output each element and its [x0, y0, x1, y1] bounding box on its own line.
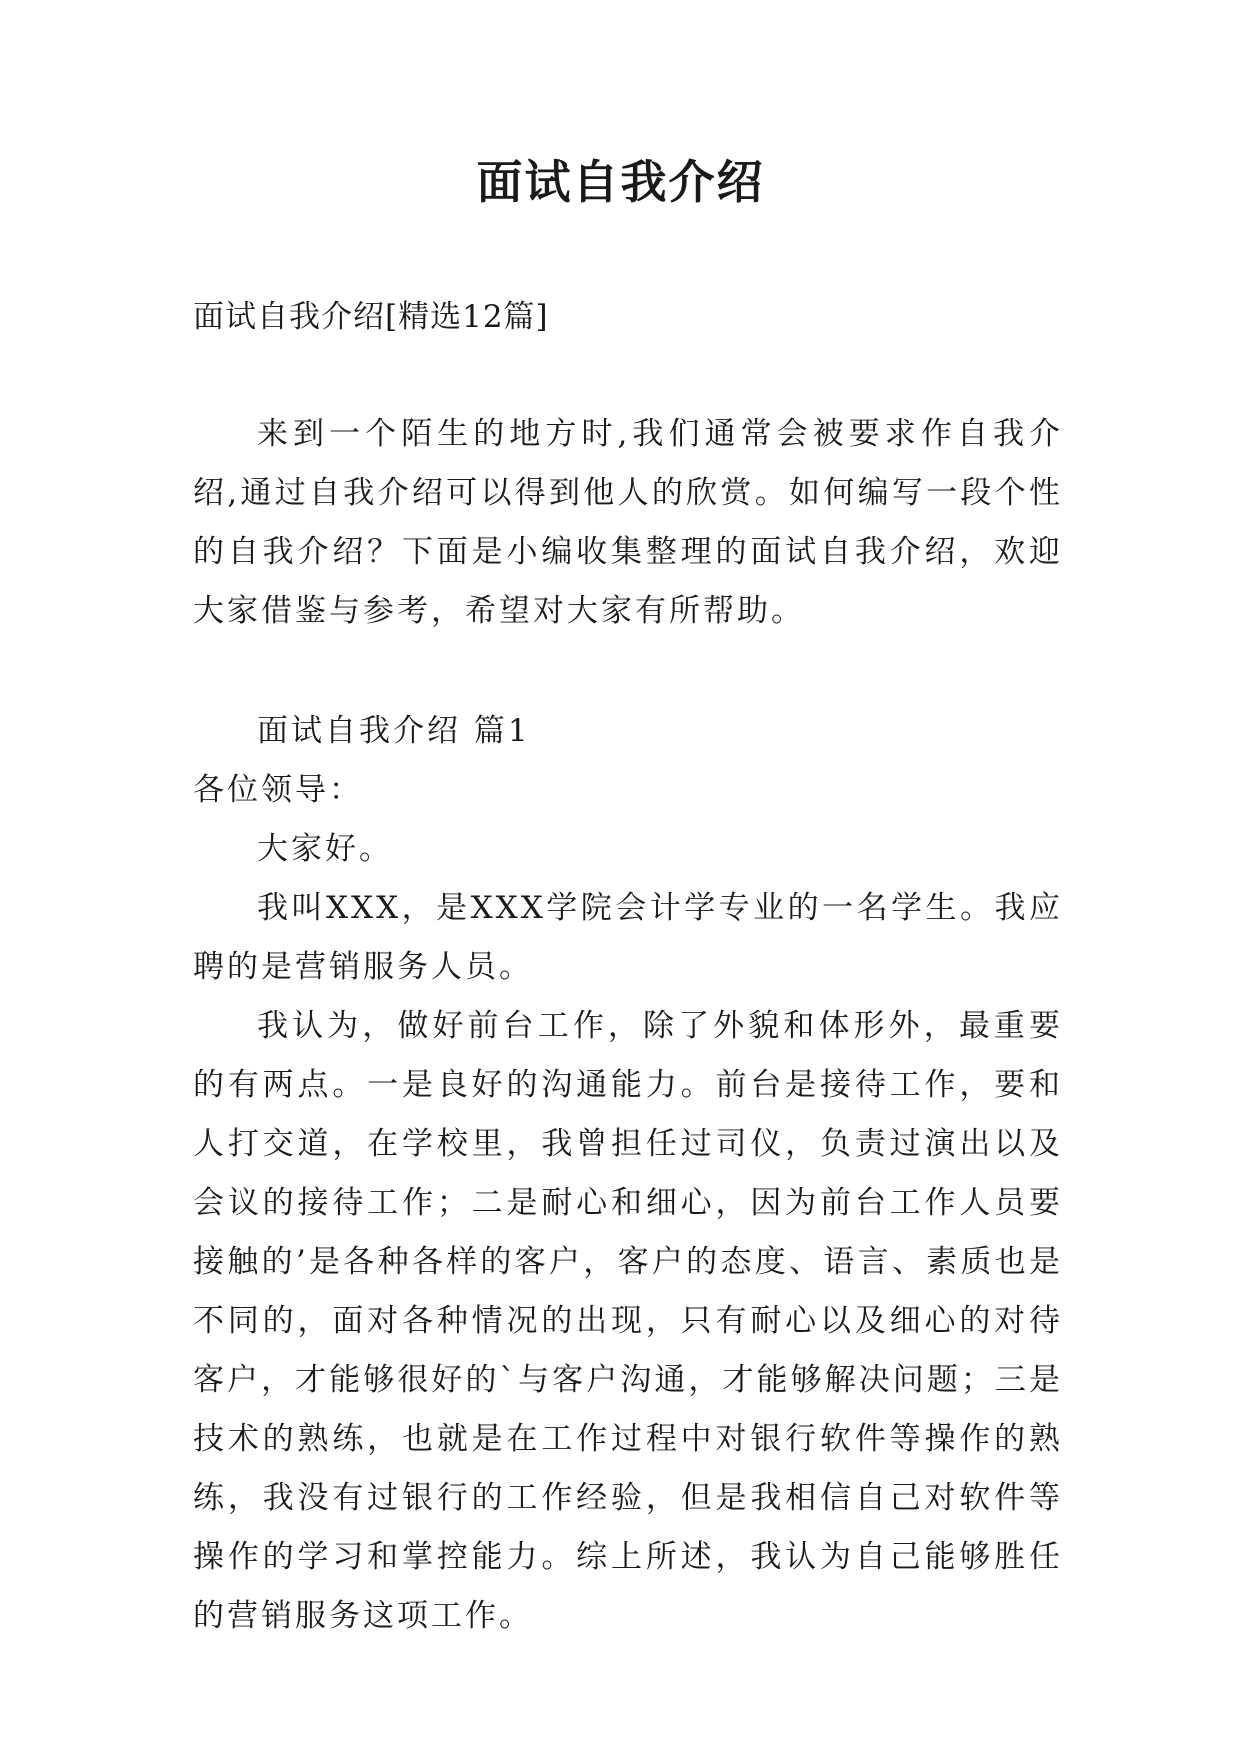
- greeting: 大家好。: [257, 831, 393, 867]
- intro-paragraph: 来到一个陌生的地方时,我们通常会被要求作自我介绍,通过自我介绍可以得到他人的欣赏。如何编写一段个性的自我介绍？下面是小编收集整理的面试自我介绍，欢迎大家借鉴与参考，希望对大家有所帮助。: [193, 416, 1063, 629]
- document-subtitle: 面试自我介绍[精选12篇]: [193, 299, 549, 335]
- intro-block: [193, 405, 1063, 641]
- body-paragraph-2: 我认为，做好前台工作，除了外貌和体形外，最重要的有两点。一是良好的沟通能力。前台是接待工作，要和人打交道，在学校里，我曾担任过司仪，负责过演出以及会议的接待工作；二是耐心和细心，因为前台工作人员要接触的’是各种各样的客户，客户的态度、语言、素质也是不同的，面对各种情况的出现，只有耐心以及细心的对待客户，才能够很好的`与客户沟通，才能够解决问题；三是技术的熟练，也就是在工作过程中对银行软件等操作的熟练，我没有过银行的工作经验，但是我相信自己对软件等操作的学习和掌控能力。综上所述，我认为自己能够胜任的营销服务这项工作。: [193, 1008, 1063, 1634]
- document-title: 面试自我介绍: [476, 155, 765, 209]
- salutation: 各位领导：: [193, 772, 363, 808]
- section-heading: 面试自我介绍 篇1: [257, 713, 531, 749]
- body-paragraph-1: 我叫XXX，是XXX学院会计学专业的一名学生。我应聘的是营销服务人员。: [193, 890, 1063, 985]
- section-1: [193, 702, 1063, 1646]
